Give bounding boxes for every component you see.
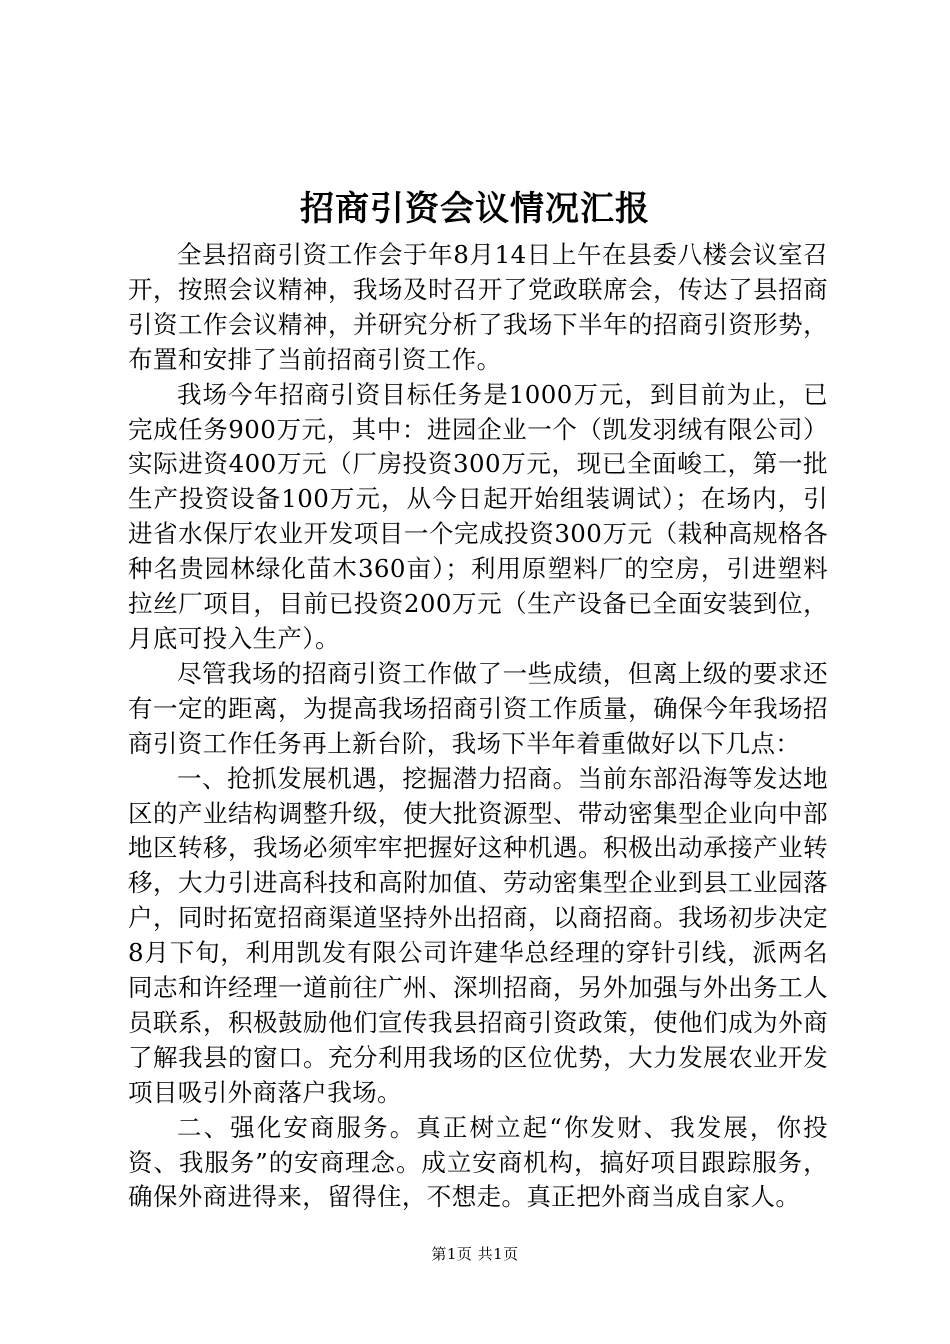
paragraph-point-two: 二、强化安商服务。真正树立起“你发财、我发展，你投资、我服务”的安商理念。成立安商机构，搞好项目跟踪服务，确保外商进得来，留得住，不想走。真正把外商当成自家人。	[128, 1112, 828, 1212]
paragraph-plan-intro: 尽管我场的招商引资工作做了一些成绩，但离上级的要求还有一定的距离，为提高我场招商引资工作质量，确保今年我场招商引资工作任务再上新台阶，我场下半年着重做好以下几点：	[128, 658, 828, 758]
paragraph-meeting-summary: 全县招商引资工作会于年8月14日上午在县委八楼会议室召开，按照会议精神，我场及时召开了党政联席会，传达了县招商引资工作会议精神，并研究分析了我场下半年的招商引资形势，布置和安排了当前招商引资工作。	[128, 240, 828, 374]
paragraph-point-one: 一、抢抓发展机遇，挖掘潜力招商。当前东部沿海等发达地区的产业结构调整升级，使大批资源型、带动密集型企业向中部地区转移，我场必须牢牢把握好这种机遇。积极出动承接产业转移，大力引进高科技和高附加值、劳动密集型企业到县工业园落户，同时拓宽招商渠道坚持外出招商，以商招商。我场初步决定8月下旬，利用凯发有限公司许建华总经理的穿针引线，派两名同志和许经理一道前往广州、深圳招商，另外加强与外出务工人员联系，积极鼓励他们宣传我县招商引资政策，使他们成为外商了解我县的窗口。充分利用我场的区位优势，大力发展农业开发项目吸引外商落户我场。	[128, 763, 828, 1107]
paragraph-investment-status: 我场今年招商引资目标任务是1000万元，到目前为止，已完成任务900万元，其中：进园企业一个（凯发羽绒有限公司）实际进资400万元（厂房投资300万元，现已全面峻工，第一批生产投资设备100万元，从今日起开始组装调试）；在场内，引进省水保厅农业开发项目一个完成投资300万元（栽种高规格各种名贵园林绿化苗木360亩）；利用原塑料厂的空房，引进塑料拉丝厂项目，目前已投资200万元（生产设备已全面安装到位，月底可投入生产）。	[128, 379, 828, 653]
document-body	[128, 238, 828, 1215]
page-number-footer: 第1页 共1页	[431, 1245, 519, 1263]
document-title: 招商引资会议情况汇报	[300, 189, 650, 229]
